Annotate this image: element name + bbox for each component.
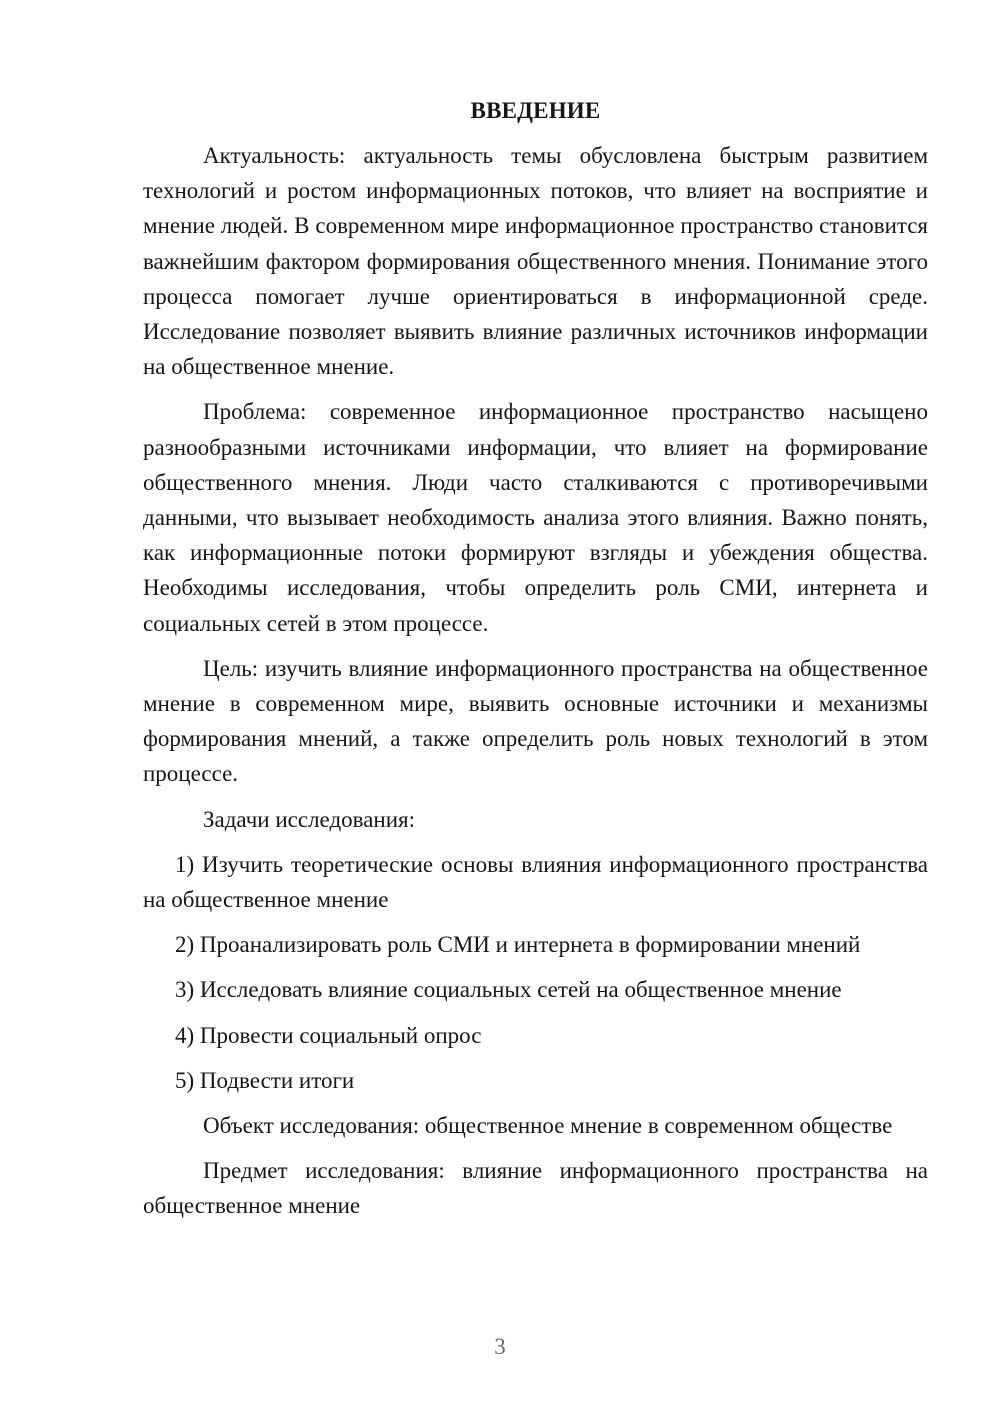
- task-item-4: 4) Провести социальный опрос: [175, 1022, 482, 1048]
- relevance-paragraph: Актуальность: актуальность темы обусловлена быстрым развитием технологий и ростом информационных потоков, что влияет на восприятие и мнение людей. В современном мире информационное пространство становится важнейшим фактором формирования общественного мнения. Понимание этого процесса помогает лучше ориентироваться в информационной среде. Исследование позволяет выявить влияние различных источников информации на общественное мнение.: [143, 143, 928, 380]
- research-subject-paragraph: Предмет исследования: влияние информационного пространства на общественное мнение: [143, 1158, 928, 1219]
- page-title: ВВЕДЕНИЕ: [470, 98, 601, 123]
- page-content: [143, 96, 928, 1234]
- page-number: 3: [494, 1334, 506, 1359]
- task-item-3: 3) Исследовать влияние социальных сетей на общественное мнение: [175, 977, 842, 1003]
- research-object-paragraph: Объект исследования: общественное мнение в современном обществе: [203, 1113, 893, 1139]
- goal-paragraph: Цель: изучить влияние информационного пространства на общественное мнение в современном мире, выявить основные источники и механизмы формирования мнений, а также определить роль новых технологий в этом процессе.: [143, 655, 928, 787]
- task-item-1: 1) Изучить теоретические основы влияния информационного пространства на общественное мнение: [143, 851, 928, 913]
- tasks-title: Задачи исследования:: [203, 806, 416, 832]
- task-item-5: 5) Подвести итоги: [175, 1067, 355, 1093]
- task-item-2: 2) Проанализировать роль СМИ и интернета в формировании мнений: [175, 932, 861, 958]
- problem-paragraph: Проблема: современное информационное пространство насыщено разнообразными источниками информации, что влияет на формирование общественного мнения. Люди часто сталкиваются с противоречивыми данными, что вызывает необходимость анализа этого влияния. Важно понять, как информационные потоки формируют взгляды и убеждения общества. Необходимы исследования, чтобы определить роль СМИ, интернета и социальных сетей в этом процессе.: [143, 399, 928, 636]
